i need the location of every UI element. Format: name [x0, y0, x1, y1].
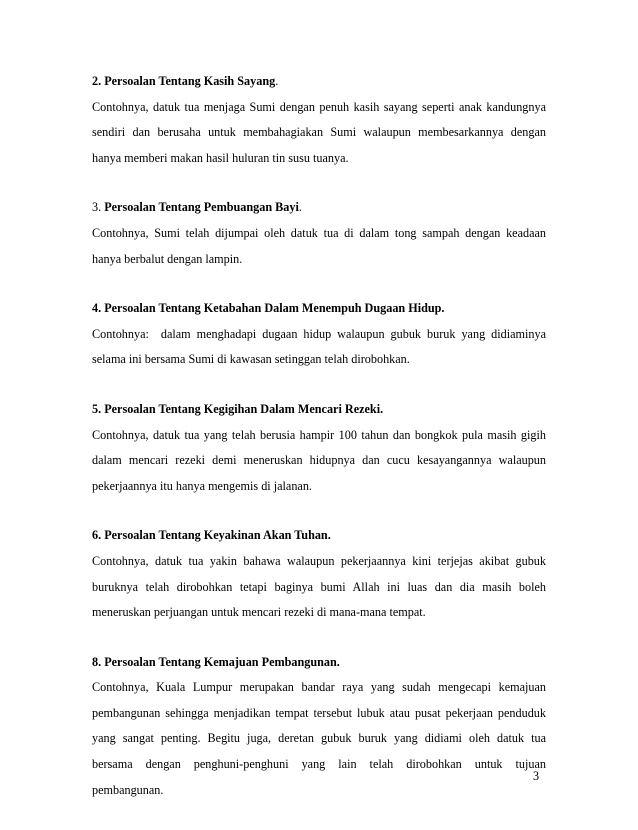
paragraph-line: pembangunan sehingga menjadikan tempat tersebut lubuk atau pusat pekerjaan penduduk	[92, 705, 546, 720]
heading-period: .	[275, 74, 279, 88]
paragraph-line: meneruskan perjuangan untuk mencari rezeki di mana-mana tempat.	[92, 605, 426, 620]
heading-period: .	[298, 200, 302, 215]
paragraph-line: Contohnya, datuk tua yakin bahawa walaupun pekerjaannya kini terjejas akibat gubuk	[92, 553, 546, 568]
heading-text: Persoalan Tentang Pembuangan Bayi	[104, 200, 299, 215]
section-heading: 8. Persoalan Tentang Kemajuan Pembangunan.	[92, 654, 340, 669]
section-keyakinan	[92, 526, 546, 628]
section-kasih-sayang	[92, 72, 546, 174]
paragraph-line: pekerjaannya itu hanya mengemis di jalanan.	[92, 478, 312, 493]
paragraph-line: Contohnya, datuk tua yang telah berusia hampir 100 tahun dan bongkok pula masih gigih	[92, 427, 546, 442]
paragraph-line: buruknya telah dirobohkan tetapi baginya bumi Allah ini luas dan dia masih boleh	[92, 579, 546, 594]
heading-text: 2. Persoalan Tentang Kasih Sayang	[92, 74, 276, 88]
paragraph-line: hanya memberi makan hasil huluran tin susu tuanya.	[92, 150, 349, 165]
section-heading: 4. Persoalan Tentang Ketabahan Dalam Menempuh Dugaan Hidup.	[92, 301, 445, 316]
paragraph-line: Contohnya: dalam menghadapi dugaan hidup walaupun gubuk buruk yang didiaminya	[92, 326, 546, 341]
section-kegigihan	[92, 400, 546, 502]
paragraph-line: sendiri dan berusaha untuk membahagiakan Sumi walaupun membesarkannya dengan	[92, 125, 546, 140]
paragraph-line: dalam mencari rezeki demi meneruskan hidupnya dan cucu kesayangannya walaupun	[92, 453, 546, 468]
document-page	[92, 72, 546, 830]
section-ketabahan	[92, 299, 546, 376]
section-heading: 6. Persoalan Tentang Keyakinan Akan Tuhan.	[92, 528, 331, 543]
paragraph-line: yang sangat penting. Begitu juga, deretan gubuk buruk yang didiami oleh datuk tua	[92, 731, 546, 746]
paragraph-line: pembangunan.	[92, 782, 164, 797]
paragraph-line: bersama dengan penghuni-penghuni yang lain telah dirobohkan untuk tujuan	[92, 757, 546, 772]
paragraph-line: Contohnya, datuk tua menjaga Sumi dengan penuh kasih sayang seperti anak kandungnya	[92, 99, 546, 114]
section-pembuangan-bayi	[92, 198, 546, 275]
section-heading	[92, 72, 546, 98]
paragraph-line: Contohnya, Sumi telah dijumpai oleh datuk tua di dalam tong sampah dengan keadaan	[92, 225, 546, 240]
heading-number: 3.	[92, 200, 105, 215]
section-heading: 5. Persoalan Tentang Kegigihan Dalam Mencari Rezeki.	[92, 401, 384, 416]
paragraph-line: hanya berbalut dengan lampin.	[92, 251, 243, 266]
page-number: 3	[533, 769, 540, 783]
section-kemajuan-pembangunan	[92, 653, 546, 807]
paragraph-line: Contohnya, Kuala Lumpur merupakan bandar raya yang sudah mengecapi kemajuan	[92, 680, 546, 695]
paragraph-line: selama ini bersama Sumi di kawasan setinggan telah dirobohkan.	[92, 352, 410, 367]
section-heading	[92, 198, 546, 224]
